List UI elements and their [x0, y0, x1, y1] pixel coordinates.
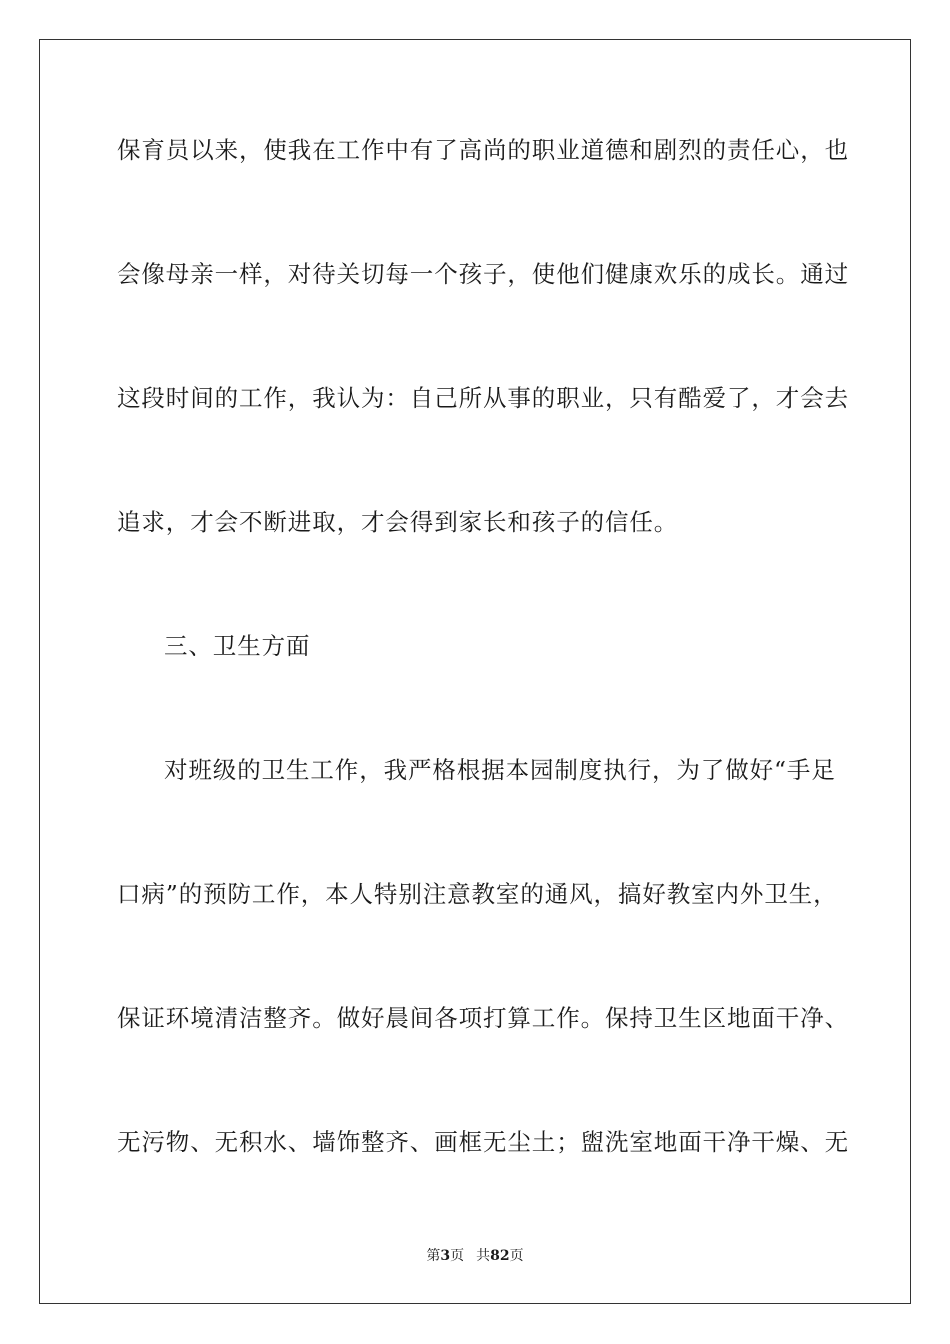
total-pages: 82: [490, 1248, 510, 1264]
paragraph-line: 对班级的卫生工作，我严格根据本园制度执行，为了做好“手足: [164, 756, 836, 784]
page-footer: [0, 1247, 950, 1265]
paragraph-line: 这段时间的工作，我认为：自己所从事的职业，只有酷爱了，才会去: [117, 384, 849, 412]
page-suffix: 页: [450, 1248, 465, 1264]
paragraph-line: 保育员以来，使我在工作中有了高尚的职业道德和剧烈的责任心，也: [117, 136, 849, 164]
paragraph-line: 追求，才会不断进取，才会得到家长和孩子的信任。: [117, 508, 679, 536]
paragraph-line: 口病”的预防工作，本人特别注意教室的通风，搞好教室内外卫生，: [117, 880, 838, 908]
section-heading: 三、卫生方面: [164, 632, 311, 660]
page-border: [39, 39, 911, 1304]
page-number: 3: [440, 1248, 451, 1264]
total-prefix: 共: [476, 1248, 491, 1264]
total-suffix: 页: [509, 1248, 524, 1264]
paragraph-line: 会像母亲一样，对待关切每一个孩子，使他们健康欢乐的成长。通过: [117, 260, 849, 288]
paragraph-line: 无污物、无积水、墙饰整齐、画框无尘土；盥洗室地面干净干燥、无: [117, 1128, 849, 1156]
paragraph-line: 保证环境清洁整齐。做好晨间各项打算工作。保持卫生区地面干净、: [117, 1004, 849, 1032]
page-prefix: 第: [426, 1248, 441, 1264]
